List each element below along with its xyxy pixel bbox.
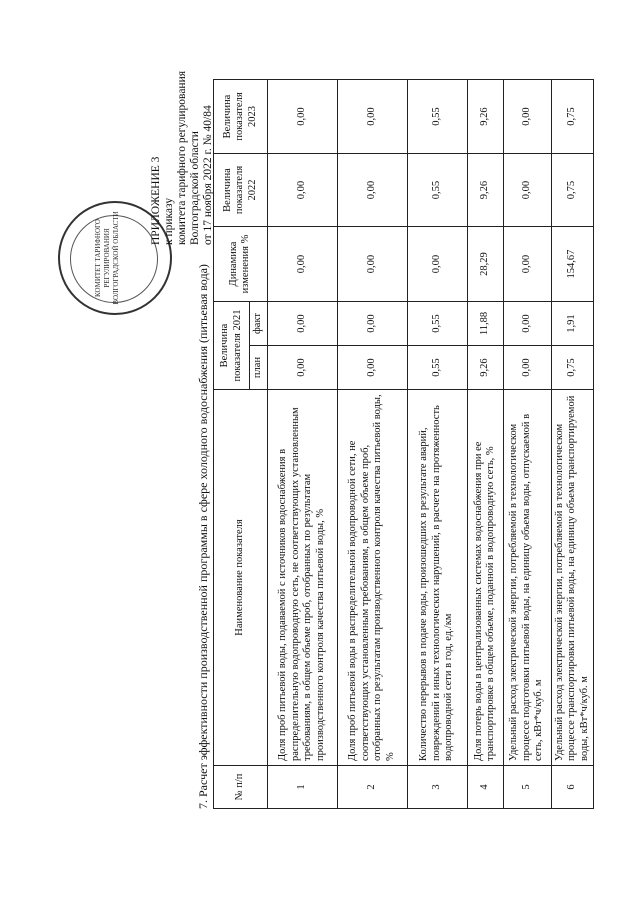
plan-2021: 0,75 <box>551 346 594 390</box>
indicator-name: Доля потерь воды в централизованных системах водоснабжения при ее транспортировке в общем объеме, поданной в водопроводную сеть, % <box>467 390 503 766</box>
plan-2021: 0,55 <box>407 346 467 390</box>
dynamics: 0,00 <box>337 227 407 302</box>
row-number: 6 <box>551 766 594 809</box>
value-2022: 9,26 <box>467 154 503 227</box>
dynamics: 0,00 <box>267 227 337 302</box>
indicator-name: Доля проб питьевой воды, подаваемой с источников водоснабжения в распределительную водопроводную сеть, не соответствующих установленным требованиям, в общем объеме проб, отобранных по результатам производственного контроля качества питьевой воды, % <box>267 390 337 766</box>
region-name: Волгоградской области <box>189 131 201 245</box>
table-row <box>337 80 407 809</box>
order-date: от 17 ноября 2022 г. № 40/84 <box>202 105 214 245</box>
fact-2021: 0,55 <box>407 302 467 346</box>
header-fact: факт <box>250 302 268 346</box>
plan-2021: 0,00 <box>503 346 551 390</box>
plan-2021: 0,00 <box>337 346 407 390</box>
value-2022: 0,55 <box>407 154 467 227</box>
header-plan: план <box>250 346 268 390</box>
indicator-name: Удельный расход электрической энергии, потребляемой в технологическом процессе транспортировки питьевой воды, на единицу объема транспортируемой воды, кВт*ч/куб. м <box>551 390 594 766</box>
header-value-2021: Величина показателя 2021 <box>214 302 250 390</box>
table-row <box>467 80 503 809</box>
dynamics: 0,00 <box>407 227 467 302</box>
indicator-name: Доля проб питьевой воды в распределительной водопроводной сети, не соответствующих установленным требованиям, в общем объеме проб, отобранных по результатам производственного контроля качества питьевой воды, % <box>337 390 407 766</box>
header-value-2022: Величина показателя 2022 <box>214 154 268 227</box>
plan-2021: 9,26 <box>467 346 503 390</box>
dynamics: 154,67 <box>551 227 594 302</box>
efficiency-table <box>213 79 594 809</box>
fact-2021: 0,00 <box>503 302 551 346</box>
value-2023: 9,26 <box>467 80 503 154</box>
fact-2021: 1,91 <box>551 302 594 346</box>
plan-2021: 0,00 <box>267 346 337 390</box>
value-2023: 0,00 <box>267 80 337 154</box>
fact-2021: 0,00 <box>337 302 407 346</box>
value-2022: 0,00 <box>503 154 551 227</box>
value-2022: 0,75 <box>551 154 594 227</box>
value-2023: 0,00 <box>503 80 551 154</box>
indicator-name: Количество перерывов в подаче воды, произошедших в результате аварий, повреждений и иных технологических нарушений, в расчете на протяженность водопроводной сети в год, ед./км <box>407 390 467 766</box>
row-number: 3 <box>407 766 467 809</box>
committee-name: комитета тарифного регулирования <box>176 70 188 245</box>
indicator-name: Удельный расход электрической энергии, потребляемой в технологическом процессе подготовки питьевой воды, на единицу объема воды, отпускаемой в сеть, кВт*ч/куб. м <box>503 390 551 766</box>
seal-text: КОМИТЕТ ТАРИФНОГО РЕГУЛИРОВАНИЯ ВОЛГОГРАДСКОЙ ОБЛАСТИ <box>94 211 120 305</box>
value-2023: 0,00 <box>337 80 407 154</box>
table-row <box>551 80 594 809</box>
header-value-2023: Величина показателя 2023 <box>214 80 268 154</box>
dynamics: 0,00 <box>503 227 551 302</box>
value-2023: 0,55 <box>407 80 467 154</box>
table-row <box>407 80 467 809</box>
table-row <box>503 80 551 809</box>
row-number: 1 <box>267 766 337 809</box>
order-reference: к приказу <box>163 197 175 245</box>
value-2022: 0,00 <box>337 154 407 227</box>
table-row <box>267 80 337 809</box>
fact-2021: 11,88 <box>467 302 503 346</box>
value-2022: 0,00 <box>267 154 337 227</box>
fact-2021: 0,00 <box>267 302 337 346</box>
row-number: 4 <box>467 766 503 809</box>
header-num: № п/п <box>214 766 268 809</box>
table-caption: 7. Расчет эффективности производственной программы в сфере холодного водоснабжения (питьевая вода) <box>196 264 210 809</box>
header-name: Наименование показателя <box>214 390 268 766</box>
appendix-title: ПРИЛОЖЕНИЕ 3 <box>150 156 162 245</box>
row-number: 5 <box>503 766 551 809</box>
header-dynamics: Динамика изменения % <box>214 227 268 302</box>
value-2023: 0,75 <box>551 80 594 154</box>
dynamics: 28,29 <box>467 227 503 302</box>
appendix-header <box>150 45 215 245</box>
row-number: 2 <box>337 766 407 809</box>
